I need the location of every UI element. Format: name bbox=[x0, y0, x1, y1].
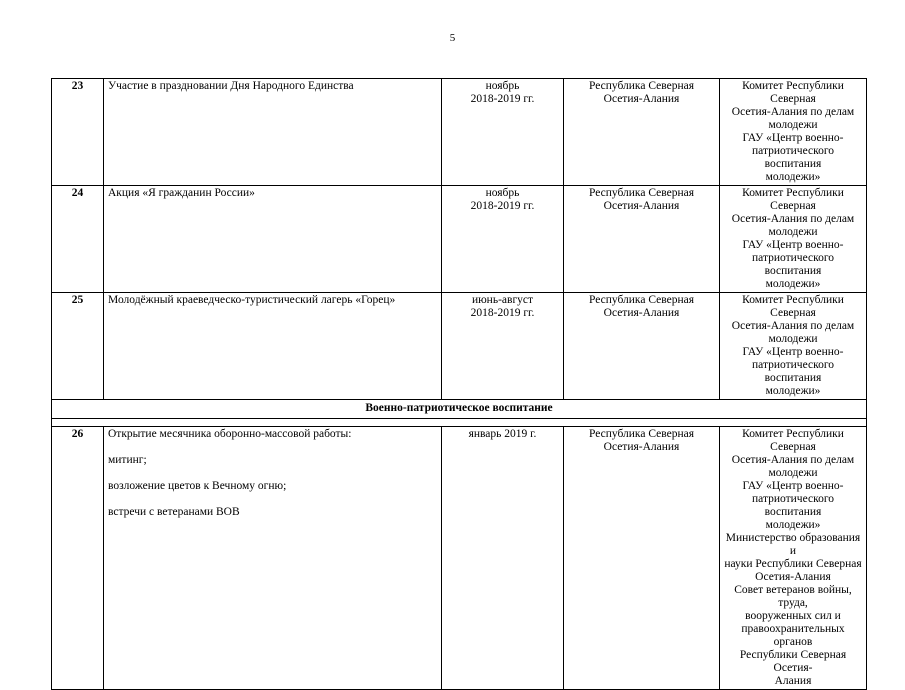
responsible-line: Осетия-Алания по делам bbox=[731, 320, 855, 332]
event-line: Акция «Я гражданин России» bbox=[108, 187, 255, 199]
place-line: Республика Северная bbox=[588, 187, 695, 199]
table-row bbox=[52, 427, 867, 690]
responsible-line: Комитет Республики Северная bbox=[742, 428, 844, 453]
page-number: 5 bbox=[449, 32, 456, 44]
responsible-cell bbox=[720, 79, 867, 186]
responsible-line: вооруженных сил и bbox=[745, 610, 841, 622]
section-header-row bbox=[52, 400, 867, 419]
responsible-line: молодежи bbox=[768, 467, 818, 479]
responsible-line: патриотического воспитания bbox=[751, 493, 835, 518]
place-cell bbox=[564, 79, 720, 186]
date-cell bbox=[442, 427, 564, 690]
table-row bbox=[52, 186, 867, 293]
event-line: возложение цветов к Вечному огню; bbox=[108, 480, 287, 492]
event-cell bbox=[104, 186, 442, 293]
place-line: Республика Северная bbox=[588, 294, 695, 306]
responsible-line: ГАУ «Центр военно- bbox=[742, 346, 844, 358]
responsible-line: Осетия-Алания по делам bbox=[731, 213, 855, 225]
event-cell bbox=[104, 427, 442, 690]
spacer-row bbox=[52, 419, 867, 427]
place-line: Республика Северная bbox=[588, 80, 695, 92]
responsible-line: правоохранительных органов bbox=[741, 623, 845, 648]
responsible-line: ГАУ «Центр военно- bbox=[742, 239, 844, 251]
responsible-line: Министерство образования и bbox=[725, 532, 861, 557]
table-row bbox=[52, 79, 867, 186]
place-line: Осетия-Алания bbox=[603, 441, 680, 453]
responsible-line: науки Республики Северная bbox=[724, 558, 862, 570]
responsible-line: Осетия-Алания bbox=[755, 571, 831, 583]
responsible-line: Осетия-Алания по делам bbox=[731, 106, 855, 118]
responsible-line: молодежи bbox=[768, 333, 818, 345]
date-line: ноябрь bbox=[485, 187, 520, 199]
row-number: 26 bbox=[52, 427, 104, 690]
responsible-line: Комитет Республики Северная bbox=[742, 294, 844, 319]
event-line: Участие в праздновании Дня Народного Единства bbox=[108, 80, 354, 92]
date-cell bbox=[442, 79, 564, 186]
date-line: 2018-2019 гг. bbox=[470, 93, 535, 105]
responsible-cell bbox=[720, 186, 867, 293]
responsible-line: Совет ветеранов войны, труда, bbox=[734, 584, 852, 609]
event-line: встречи с ветеранами ВОВ bbox=[108, 506, 240, 518]
responsible-line: молодежи» bbox=[765, 278, 821, 290]
row-number: 24 bbox=[52, 186, 104, 293]
responsible-line: ГАУ «Центр военно- bbox=[742, 132, 844, 144]
place-cell bbox=[564, 427, 720, 690]
spacer-cell bbox=[52, 419, 867, 427]
responsible-line: патриотического воспитания bbox=[751, 252, 835, 277]
event-cell bbox=[104, 79, 442, 186]
date-cell bbox=[442, 186, 564, 293]
responsible-line: Республики Северная Осетия- bbox=[739, 649, 847, 674]
place-line: Осетия-Алания bbox=[603, 307, 680, 319]
date-line: 2018-2019 гг. bbox=[470, 200, 535, 212]
responsible-line: молодежи» bbox=[765, 171, 821, 183]
section-title: Военно-патриотическое воспитание bbox=[52, 400, 867, 419]
place-cell bbox=[564, 186, 720, 293]
place-line: Осетия-Алания bbox=[603, 93, 680, 105]
responsible-line: Комитет Республики Северная bbox=[742, 80, 844, 105]
events-table bbox=[51, 78, 867, 690]
date-line: ноябрь bbox=[485, 80, 520, 92]
row-number: 25 bbox=[52, 293, 104, 400]
event-line: Открытие месячника оборонно-массовой работы: bbox=[108, 428, 352, 440]
responsible-line: молодежи bbox=[768, 119, 818, 131]
event-line: митинг; bbox=[108, 454, 147, 466]
responsible-line: Осетия-Алания по делам bbox=[731, 454, 855, 466]
date-line: июнь-август bbox=[471, 294, 534, 306]
responsible-cell bbox=[720, 427, 867, 690]
responsible-line: Алания bbox=[774, 675, 812, 687]
table-row bbox=[52, 293, 867, 400]
event-cell bbox=[104, 293, 442, 400]
date-line: январь 2019 г. bbox=[468, 428, 537, 440]
responsible-cell bbox=[720, 293, 867, 400]
date-cell bbox=[442, 293, 564, 400]
responsible-line: Комитет Республики Северная bbox=[742, 187, 844, 212]
responsible-line: молодежи bbox=[768, 226, 818, 238]
place-cell bbox=[564, 293, 720, 400]
responsible-line: молодежи» bbox=[765, 519, 821, 531]
event-line: Молодёжный краеведческо-туристический лагерь «Горец» bbox=[108, 294, 396, 306]
place-line: Осетия-Алания bbox=[603, 200, 680, 212]
responsible-line: молодежи» bbox=[765, 385, 821, 397]
responsible-line: патриотического воспитания bbox=[751, 145, 835, 170]
place-line: Республика Северная bbox=[588, 428, 695, 440]
row-number: 23 bbox=[52, 79, 104, 186]
responsible-line: патриотического воспитания bbox=[751, 359, 835, 384]
date-line: 2018-2019 гг. bbox=[470, 307, 535, 319]
responsible-line: ГАУ «Центр военно- bbox=[742, 480, 844, 492]
